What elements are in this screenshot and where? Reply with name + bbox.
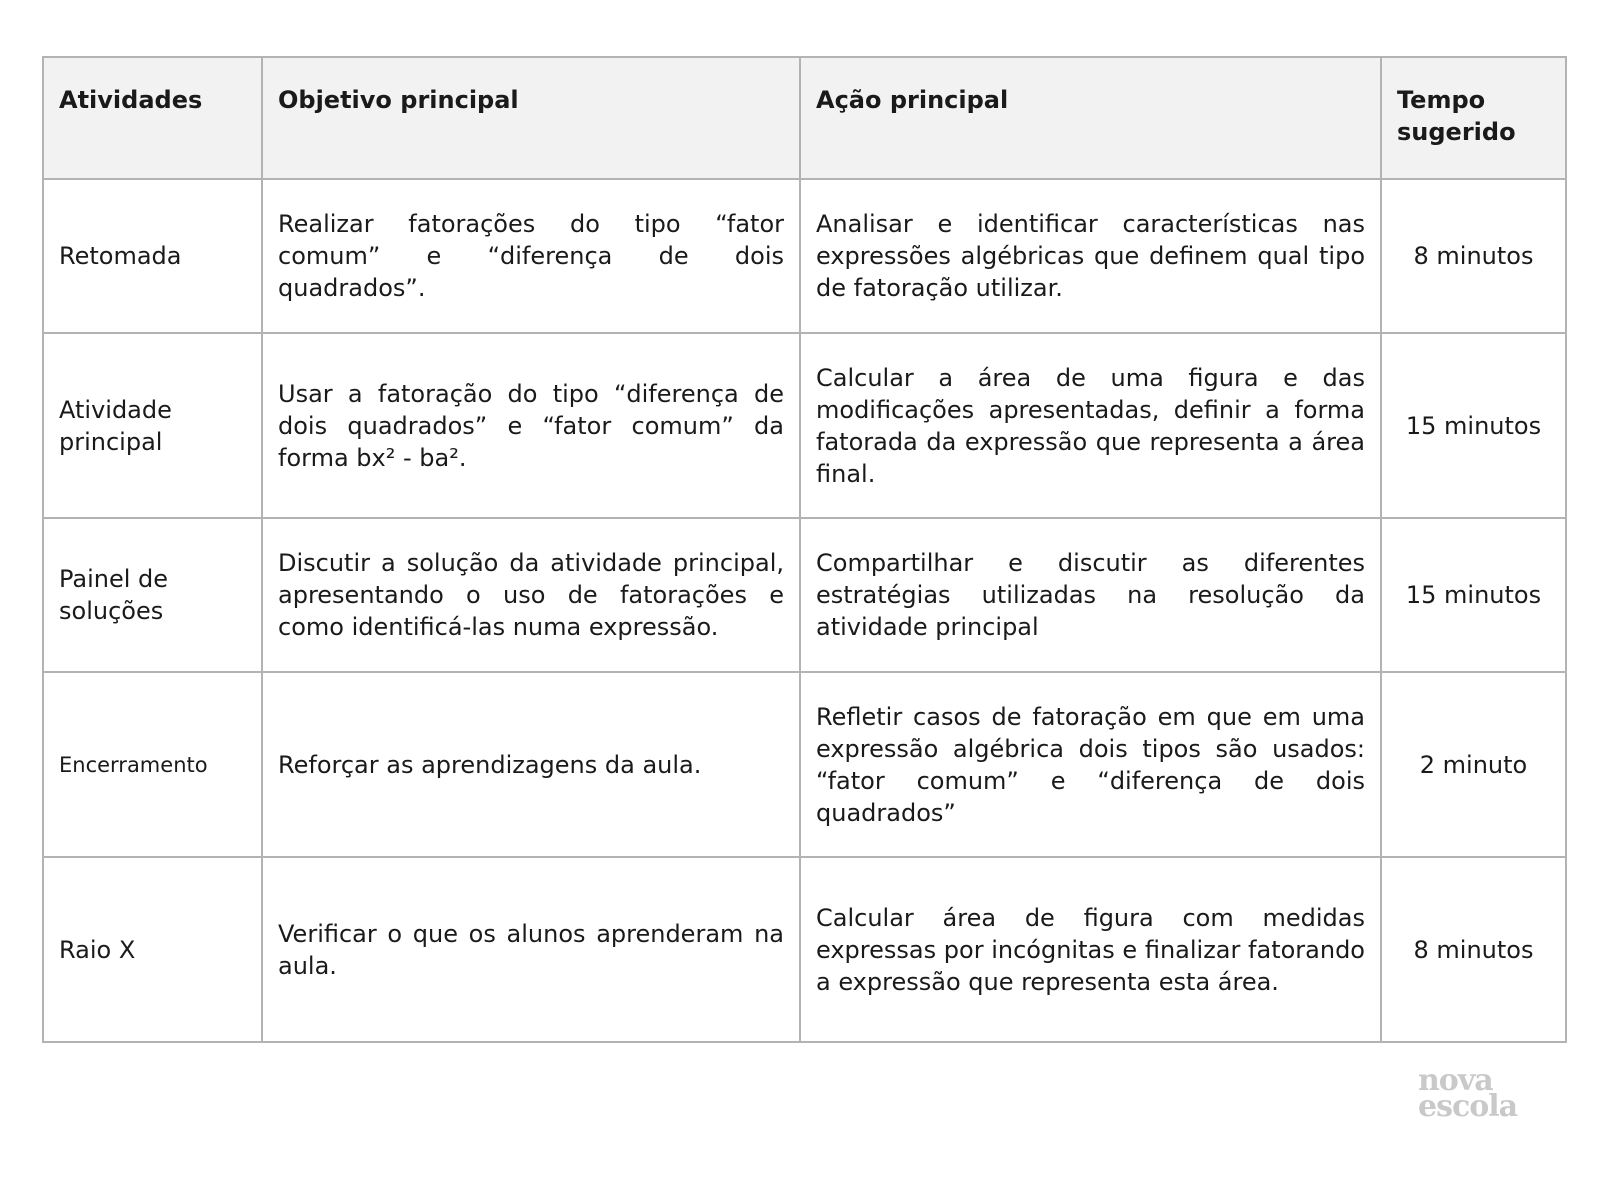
action-cell: Compartilhar e discutir as diferentes estratégias utilizadas na resolução da atividade principal [800,518,1381,672]
time-cell: 15 minutos [1381,333,1566,518]
action-cell: Refletir casos de fatoração em que em uma expressão algébrica dois tipos são usados: “fator comum” e “diferença de dois quadrados” [800,672,1381,857]
objective-cell: Realizar fatorações do tipo “fator comum” e “diferença de dois quadrados”. [262,179,800,333]
time-cell: 8 minutos [1381,857,1566,1042]
time-cell: 2 minuto [1381,672,1566,857]
time-cell: 15 minutos [1381,518,1566,672]
table-row [43,672,1566,857]
table-header-row [43,57,1566,179]
header-activities: Atividades [43,57,262,179]
activity-cell: Encerramento [43,672,262,857]
activity-cell: Raio X [43,857,262,1042]
time-cell: 8 minutos [1381,179,1566,333]
table-row [43,179,1566,333]
activity-cell: Atividade principal [43,333,262,518]
header-action: Ação principal [800,57,1381,179]
activity-cell: Painel de soluções [43,518,262,672]
table-row [43,857,1566,1042]
action-cell: Calcular a área de uma figura e das modificações apresentadas, definir a forma fatorada da expressão que representa a área final. [800,333,1381,518]
header-time: Tempo sugerido [1381,57,1566,179]
action-cell: Analisar e identificar características nas expressões algébricas que definem qual tipo de fatoração utilizar. [800,179,1381,333]
table-row [43,333,1566,518]
activity-cell: Retomada [43,179,262,333]
action-cell: Calcular área de figura com medidas expressas por incógnitas e finalizar fatorando a expressão que representa esta área. [800,857,1381,1042]
objective-cell: Reforçar as aprendizagens da aula. [262,672,800,857]
logo-line-1: nova [1418,1063,1493,1098]
logo-line-2: escola [1418,1089,1518,1124]
lesson-plan-table [42,56,1567,1043]
objective-cell: Verificar o que os alunos aprenderam na aula. [262,857,800,1042]
objective-cell: Usar a fatoração do tipo “diferença de dois quadrados” e “fator comum” da forma bx² - ba². [262,333,800,518]
objective-cell: Discutir a solução da atividade principal, apresentando o uso de fatorações e como identificá-las numa expressão. [262,518,800,672]
header-objective: Objetivo principal [262,57,800,179]
nova-escola-logo [1418,1063,1538,1124]
table-row [43,518,1566,672]
